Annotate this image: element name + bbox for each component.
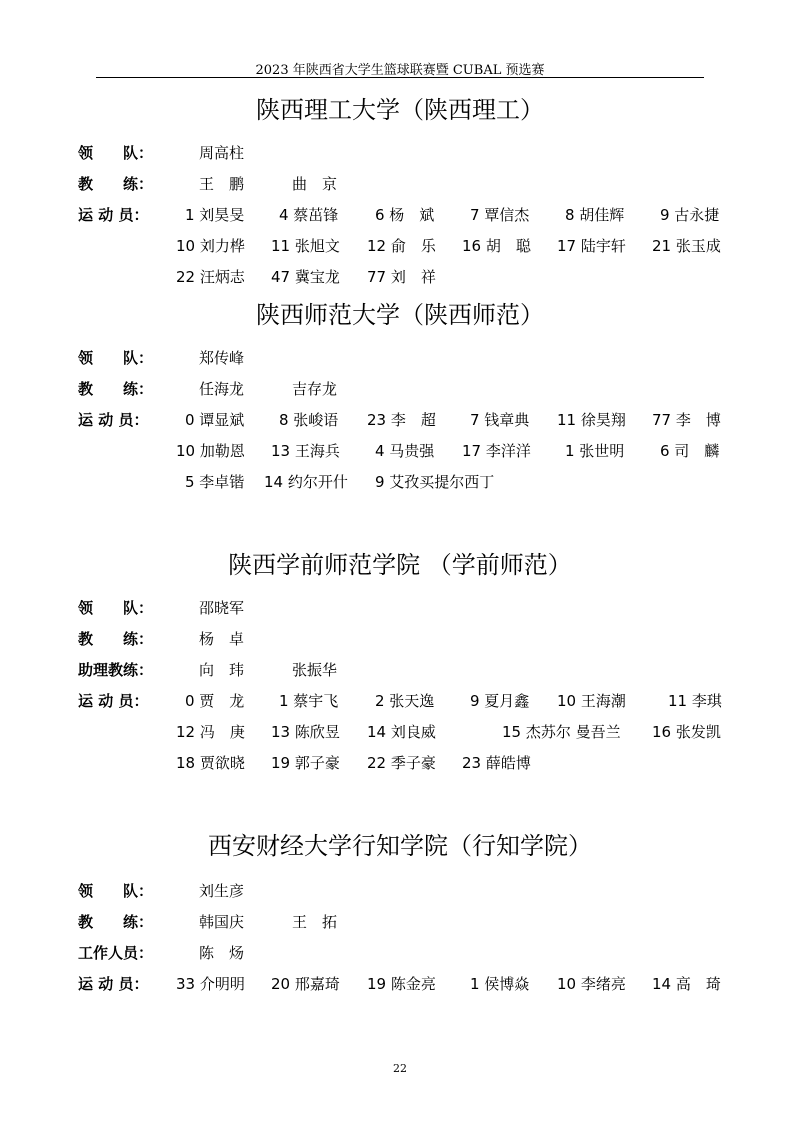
coach-name: 王 拓 <box>292 913 338 931</box>
player: 4 蔡茁锋 <box>279 206 339 224</box>
player: 16 张发凯 <box>652 723 721 741</box>
assistant-coach-name: 向 玮 <box>199 661 245 679</box>
player: 1 蔡宇飞 <box>279 692 339 710</box>
team-section-xingzhi <box>0 826 800 998</box>
coach-name: 曲 京 <box>292 175 338 193</box>
player: 2 张天逸 <box>375 692 435 710</box>
player: 10 加勒恩 <box>176 442 245 460</box>
coach-row <box>0 622 800 653</box>
player: 11 徐昊翔 <box>557 411 626 429</box>
player: 7 覃信杰 <box>470 206 530 224</box>
player: 6 司 麟 <box>660 442 720 460</box>
players-row <box>0 967 800 998</box>
players-row <box>0 229 800 260</box>
coach-name: 任海龙 <box>199 380 245 398</box>
team-title: 陕西学前师范学院 （学前师范） <box>228 551 572 579</box>
leader-row <box>0 874 800 905</box>
coach-row <box>0 372 800 403</box>
leader-name: 邵晓军 <box>199 599 245 617</box>
header-divider <box>96 77 704 78</box>
leader-row <box>0 591 800 622</box>
players-label: 运 动 员： <box>78 975 149 993</box>
player: 77 刘 祥 <box>367 268 436 286</box>
coach-row <box>0 905 800 936</box>
player: 13 王海兵 <box>271 442 340 460</box>
player: 22 季子豪 <box>367 754 436 772</box>
coach-row <box>0 167 800 198</box>
players-row <box>0 434 800 465</box>
player: 8 张峻语 <box>279 411 339 429</box>
staff-name: 陈 炀 <box>199 944 245 962</box>
players-row <box>0 403 800 434</box>
player: 5 李卓锴 <box>185 473 245 491</box>
player: 17 陆宇轩 <box>557 237 626 255</box>
player: 19 陈金亮 <box>367 975 436 993</box>
player: 33 介明明 <box>176 975 245 993</box>
team-title: 陕西理工大学（陕西理工） <box>256 96 544 124</box>
player: 10 李绪亮 <box>557 975 626 993</box>
player: 11 李琪 <box>668 692 722 710</box>
player: 1 侯博焱 <box>470 975 530 993</box>
players-row <box>0 260 800 291</box>
player: 16 胡 聪 <box>462 237 531 255</box>
players-row <box>0 198 800 229</box>
player: 23 薛皓博 <box>462 754 531 772</box>
leader-label: 领 队： <box>78 882 154 900</box>
player: 21 张玉成 <box>652 237 721 255</box>
players-label: 运 动 员： <box>78 692 149 710</box>
assistant-coach-name: 张振华 <box>292 661 338 679</box>
leader-row <box>0 136 800 167</box>
player: 15 杰苏尔 曼吾兰 <box>502 723 621 741</box>
staff-label: 工作人员： <box>78 944 154 962</box>
leader-label: 领 队： <box>78 144 154 162</box>
player: 23 李 超 <box>367 411 436 429</box>
player: 4 马贵强 <box>375 442 435 460</box>
team-section-preschool-normal <box>0 545 800 777</box>
player: 1 张世明 <box>565 442 625 460</box>
player: 0 谭显斌 <box>185 411 245 429</box>
players-row <box>0 746 800 777</box>
player: 6 杨 斌 <box>375 206 435 224</box>
player: 9 艾孜买提尔西丁 <box>375 473 495 491</box>
coach-label: 教 练： <box>78 630 154 648</box>
coach-name: 杨 卓 <box>199 630 245 648</box>
coach-name: 吉存龙 <box>292 380 338 398</box>
players-label: 运 动 员： <box>78 411 149 429</box>
player: 10 王海潮 <box>557 692 626 710</box>
player: 1 刘昊旻 <box>185 206 245 224</box>
player: 20 邢嘉琦 <box>271 975 340 993</box>
player: 8 胡佳辉 <box>565 206 625 224</box>
assistant-coach-row <box>0 653 800 684</box>
coach-name: 韩国庆 <box>199 913 245 931</box>
player: 13 陈欣昱 <box>271 723 340 741</box>
player: 10 刘力桦 <box>176 237 245 255</box>
coach-label: 教 练： <box>78 175 154 193</box>
team-section-shaanxi-ligong <box>0 90 800 291</box>
team-title: 西安财经大学行知学院（行知学院） <box>208 832 592 860</box>
player: 12 俞 乐 <box>367 237 436 255</box>
player: 17 李洋洋 <box>462 442 531 460</box>
player: 12 冯 庚 <box>176 723 245 741</box>
leader-label: 领 队： <box>78 599 154 617</box>
players-row <box>0 684 800 715</box>
player: 18 贾欲晓 <box>176 754 245 772</box>
players-label: 运 动 员： <box>78 206 149 224</box>
player: 47 冀宝龙 <box>271 268 340 286</box>
player: 9 夏月鑫 <box>470 692 530 710</box>
staff-row <box>0 936 800 967</box>
player: 14 高 琦 <box>652 975 721 993</box>
leader-row <box>0 341 800 372</box>
player: 0 贾 龙 <box>185 692 245 710</box>
team-section-shaanxi-normal <box>0 295 800 496</box>
assistant-coach-label: 助理教练： <box>78 661 154 679</box>
player: 22 汪炳志 <box>176 268 245 286</box>
coach-label: 教 练： <box>78 380 154 398</box>
team-title: 陕西师范大学（陕西师范） <box>256 301 544 329</box>
player: 9 古永捷 <box>660 206 720 224</box>
leader-name: 周高柱 <box>199 144 245 162</box>
coach-name: 王 鹏 <box>199 175 245 193</box>
player: 14 刘良威 <box>367 723 436 741</box>
player: 7 钱章典 <box>470 411 530 429</box>
player: 19 郭子豪 <box>271 754 340 772</box>
coach-label: 教 练： <box>78 913 154 931</box>
leader-name: 郑传峰 <box>199 349 245 367</box>
player: 14 约尔开什 <box>264 473 348 491</box>
player: 77 李 博 <box>652 411 721 429</box>
leader-name: 刘生彦 <box>199 882 245 900</box>
leader-label: 领 队： <box>78 349 154 367</box>
players-row <box>0 465 800 496</box>
player: 11 张旭文 <box>271 237 340 255</box>
page-number: 22 <box>393 1062 407 1075</box>
players-row <box>0 715 800 746</box>
page-header: 2023 年陕西省大学生篮球联赛暨 CUBAL 预选赛 <box>255 63 545 78</box>
